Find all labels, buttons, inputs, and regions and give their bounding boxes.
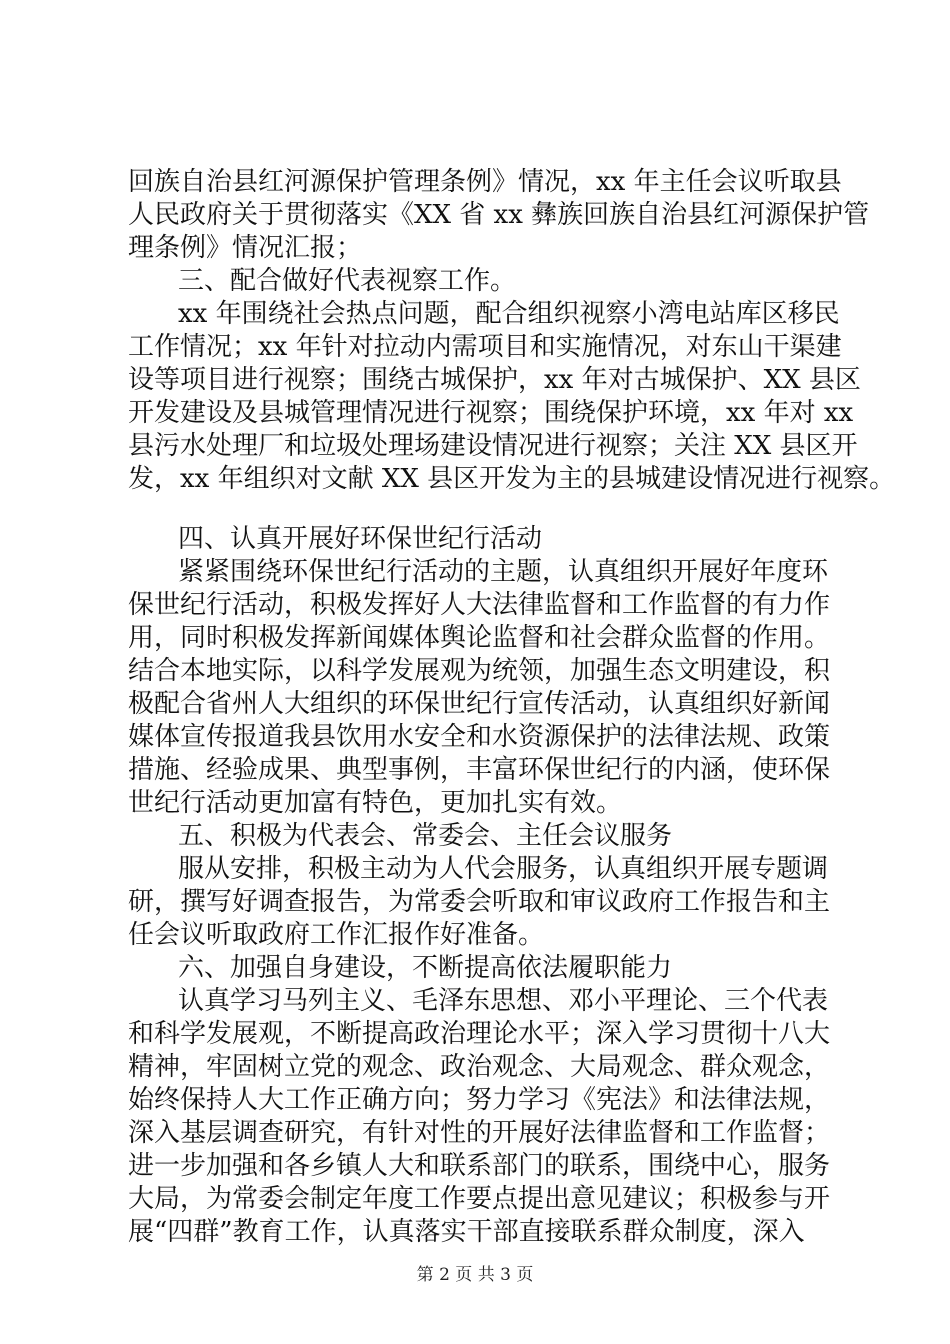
text-line: 四、认真开展好环保世纪行活动 [178, 524, 543, 554]
text-line: 任会议听取政府工作汇报作好准备。 [128, 920, 545, 950]
text-line: 开发建设及县城管理情况进行视察；围绕保护环境，xx 年对 xx [128, 398, 854, 428]
text-line: 进一步加强和各乡镇人大和联系部门的联系，围绕中心，服务 [128, 1151, 831, 1181]
text-line: 和科学发展观，不断提高政治理论水平；深入学习贯彻十八大 [128, 1019, 831, 1049]
text-line: 认真学习马列主义、毛泽东思想、邓小平理论、三个代表 [178, 986, 829, 1016]
text-line: 大局，为常委会制定年度工作要点提出意见建议；积极参与开 [128, 1184, 831, 1214]
text-line: 发，xx 年组织对文献 XX 县区开发为主的县城建设情况进行视察。 [128, 464, 896, 494]
text-line: 紧紧围绕环保世纪行活动的主题，认真组织开展好年度环 [178, 557, 829, 587]
text-line: 媒体宣传报道我县饮用水安全和水资源保护的法律法规、政策 [128, 722, 831, 752]
text-line: 设等项目进行视察；围绕古城保护，xx 年对古城保护、XX 县区 [128, 365, 861, 395]
paragraph-gap [128, 496, 840, 523]
text-line: 回族自治县红河源保护管理条例》情况，xx 年主任会议听取县 [128, 167, 842, 197]
text-line: 世纪行活动更加富有特色，更加扎实有效。 [128, 788, 623, 818]
text-line: 理条例》情况汇报； [128, 233, 363, 263]
text-line: 极配合省州人大组织的环保世纪行宣传活动，认真组织好新闻 [128, 689, 831, 719]
text-line: 服从安排，积极主动为人代会服务，认真组织开展专题调 [178, 854, 829, 884]
text-line: xx 年围绕社会热点问题，配合组织视察小湾电站库区移民 [178, 299, 840, 329]
text-line: 县污水处理厂和垃圾处理场建设情况进行视察；关注 XX 县区开 [128, 431, 858, 461]
text-line: 保世纪行活动，积极发挥好人大法律监督和工作监督的有力作 [128, 590, 831, 620]
text-line: 展“四群”教育工作，认真落实干部直接联系群众制度，深入 [128, 1217, 805, 1247]
text-line: 结合本地实际，以科学发展观为统领，加强生态文明建设，积 [128, 656, 831, 686]
text-line: 始终保持人大工作正确方向；努力学习《宪法》和法律法规， [128, 1085, 831, 1115]
page-number-footer: 第 2 页 共 3 页 [416, 1265, 534, 1285]
text-line: 人民政府关于贯彻落实《XX 省 xx 彝族回族自治县红河源保护管 [128, 200, 870, 230]
document-body [128, 166, 896, 1249]
text-line: 深入基层调查研究，有针对性的开展好法律监督和工作监督； [128, 1118, 831, 1148]
text-line: 研，撰写好调查报告，为常委会听取和审议政府工作报告和主 [128, 887, 831, 917]
text-line: 六、加强自身建设，不断提高依法履职能力 [178, 953, 673, 983]
text-line: 用，同时积极发挥新闻媒体舆论监督和社会群众监督的作用。 [128, 623, 831, 653]
text-line: 工作情况；xx 年针对拉动内需项目和实施情况，对东山干渠建 [128, 332, 842, 362]
text-line: 三、配合做好代表视察工作。 [178, 266, 517, 296]
text-line: 精神，牢固树立党的观念、政治观念、大局观念、群众观念， [128, 1052, 831, 1082]
text-line: 措施、经验成果、典型事例，丰富环保世纪行的内涵，使环保 [128, 755, 831, 785]
text-line: 五、积极为代表会、常委会、主任会议服务 [178, 821, 673, 851]
